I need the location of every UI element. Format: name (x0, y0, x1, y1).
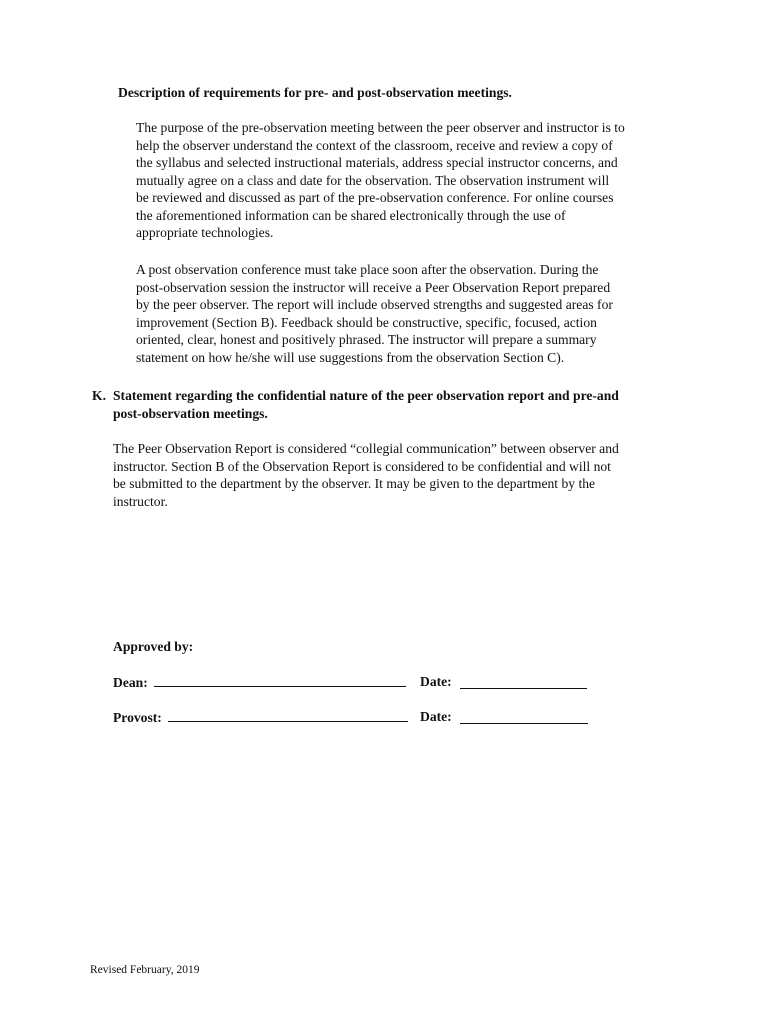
dean-date-label: Date: (420, 674, 452, 689)
provost-label: Provost: (113, 710, 162, 725)
dean-date-line[interactable] (460, 675, 587, 689)
section-k-marker: K. (92, 388, 106, 403)
dean-label: Dean: (113, 675, 148, 690)
section-k-heading: Statement regarding the confidential nature of the peer observation report and pre-and post-observation meetings. (113, 388, 619, 421)
post-observation-paragraph: A post observation conference must take place soon after the observation. During the post-observation session the instructor will receive a Peer Observation Report prepared by the peer observer. The report will include observed strengths and suggested areas for improvement (Section B). Feedback should be constructive, specific, focused, action oriented, clear, honest and positively phrased. The instructor will prepare a summary statement on how he/she will use suggestions from the observation Section C). (136, 262, 613, 365)
pre-observation-paragraph: The purpose of the pre-observation meeting between the peer observer and instructor is to help the observer understand the context of the classroom, receive and review a copy of the syllabus and selected instructional materials, address special instructor concerns, and mutually agree on a class and date for the observation. The observation instrument will be reviewed and discussed as part of the pre-observation conference. For online courses the aforementioned information can be shared electronically through the use of appropriate technologies. (136, 120, 625, 240)
dean-signature-line[interactable] (154, 673, 406, 687)
dean-signature-row (113, 673, 593, 692)
provost-date-line[interactable] (460, 710, 588, 724)
provost-signature-line[interactable] (168, 708, 408, 722)
section-heading: Description of requirements for pre- and post-observation meetings. (118, 85, 512, 100)
revision-footer: Revised February, 2019 (90, 964, 200, 976)
section-k-body: The Peer Observation Report is considered “collegial communication” between observer and instructor. Section B of the Observation Report is considered to be confidential and will not be submitted to the department by the observer. It may be given to the department by the instructor. (113, 441, 619, 509)
provost-date-label: Date: (420, 709, 452, 724)
provost-signature-row (113, 708, 593, 727)
approved-by-label: Approved by: (113, 639, 194, 654)
